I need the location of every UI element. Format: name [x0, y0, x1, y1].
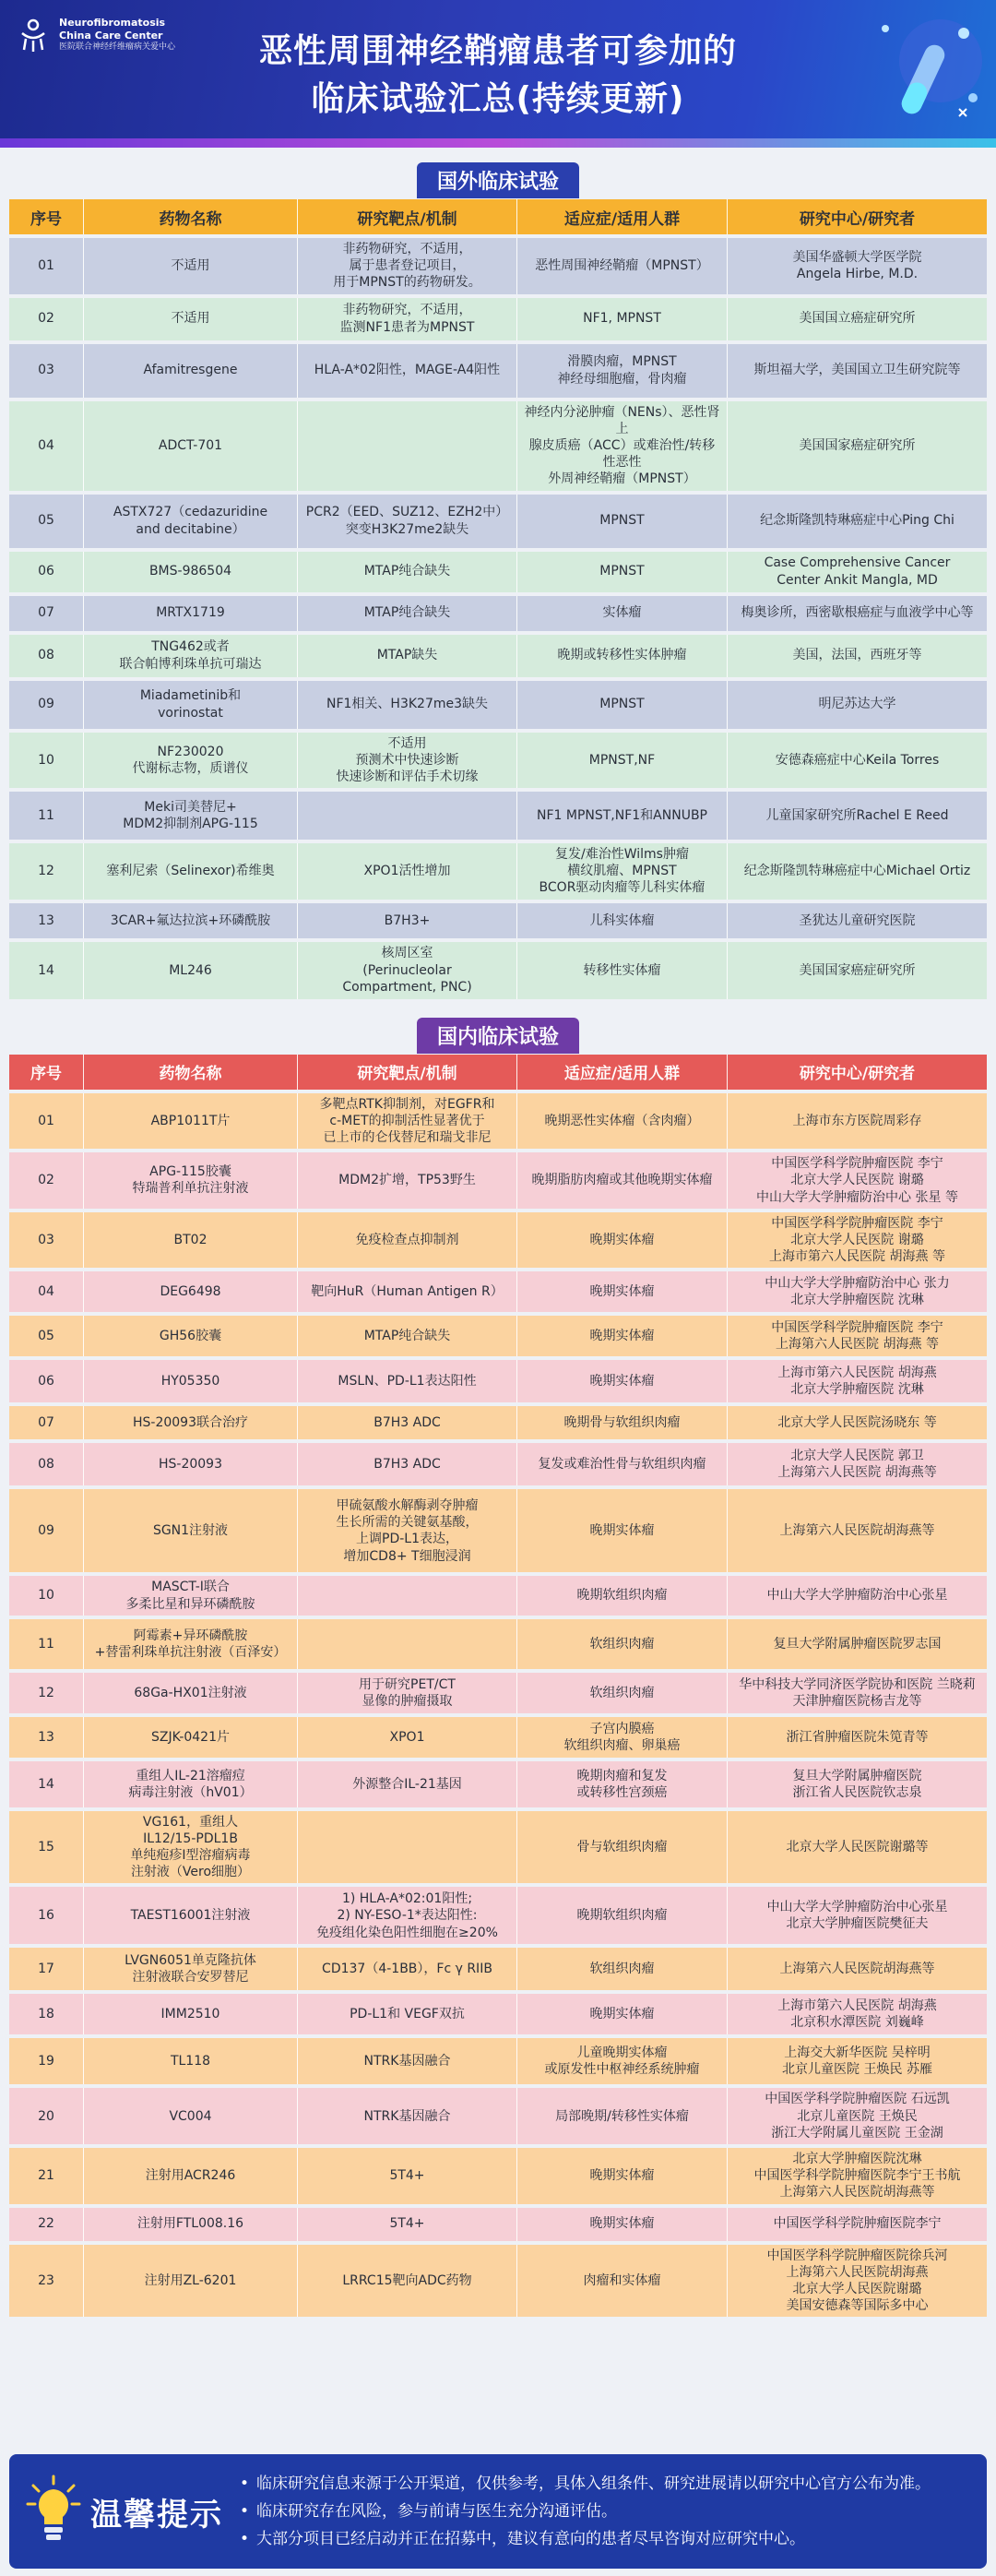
- cell-no: 19: [9, 2038, 83, 2084]
- foreign-section-title: 国外临床试验: [417, 162, 579, 198]
- cell-no: 18: [9, 1994, 83, 2034]
- cell-center: 上海第六人民医院胡海燕等: [727, 1948, 987, 1990]
- cell-target: [297, 1576, 516, 1615]
- cell-drug: 注射用ACR246: [83, 2148, 297, 2204]
- cell-drug: LVGN6051单克隆抗体 注射液联合安罗替尼: [83, 1948, 297, 1990]
- table-row: [9, 843, 987, 900]
- cell-indication: 肉瘤和实体瘤: [516, 2245, 727, 2318]
- cell-target: 免疫检查点抑制剂: [297, 1212, 516, 1269]
- cell-indication: 晚期实体瘤: [516, 2208, 727, 2241]
- cell-indication: 子宫内膜癌 软组织肉瘤、卵巢癌: [516, 1717, 727, 1758]
- cell-no: 09: [9, 681, 83, 729]
- cell-indication: 转移性实体瘤: [516, 942, 727, 999]
- cell-no: 23: [9, 2245, 83, 2318]
- cell-indication: 滑膜肉瘤，MPNST 神经母细胞瘤，骨肉瘤: [516, 344, 727, 398]
- cell-indication: 晚期骨与软组织肉瘤: [516, 1406, 727, 1439]
- cell-indication: NF1, MPNST: [516, 298, 727, 340]
- cell-no: 11: [9, 792, 83, 840]
- cell-indication: MPNST,NF: [516, 733, 727, 789]
- title-line-2: 临床试验汇总(持续更新): [311, 80, 685, 118]
- cell-no: 06: [9, 1360, 83, 1402]
- cell-indication: 儿科实体瘤: [516, 903, 727, 938]
- table-row: [9, 1212, 987, 1269]
- cell-target: B7H3+: [297, 903, 516, 938]
- table-row: [9, 596, 987, 631]
- cell-drug: 阿霉素+异环磷酰胺 +替雷利珠单抗注射液（百泽安）: [83, 1619, 297, 1669]
- cell-target: HLA-A*02阳性，MAGE-A4阳性: [297, 344, 516, 398]
- cell-drug: 重组人IL-21溶瘤痘 病毒注射液（hV01）: [83, 1761, 297, 1807]
- cell-target: [297, 1811, 516, 1884]
- table-row: [9, 1811, 987, 1884]
- cell-no: 14: [9, 942, 83, 999]
- cell-indication: 晚期脂肪肉瘤或其他晚期实体瘤: [516, 1152, 727, 1209]
- cell-drug: MRTX1719: [83, 596, 297, 631]
- table-row: [9, 2245, 987, 2318]
- cell-indication: 晚期软组织肉瘤: [516, 1887, 727, 1944]
- cell-indication: 晚期或转移性实体肿瘤: [516, 635, 727, 677]
- cell-no: 16: [9, 1887, 83, 1944]
- cell-indication: 骨与软组织肉瘤: [516, 1811, 727, 1884]
- cell-no: 09: [9, 1489, 83, 1572]
- cell-no: 12: [9, 843, 83, 900]
- cell-no: 15: [9, 1811, 83, 1884]
- tips-panel: [9, 2454, 987, 2569]
- table-row: [9, 2088, 987, 2144]
- cell-target: 非药物研究，不适用， 监测NF1患者为MPNST: [297, 298, 516, 340]
- tip-item: • 临床研究信息来源于公开渠道，仅供参考，具体入组条件、研究进展请以研究中心官方公布为准。: [240, 2470, 987, 2498]
- cell-drug: Miadametinib和 vorinostat: [83, 681, 297, 729]
- cell-indication: 神经内分泌肿瘤（NENs）、恶性肾上 腺皮质癌（ACC）或难治性/转移性恶性 外周神经鞘瘤（MPNST）: [516, 401, 727, 491]
- cell-target: [297, 792, 516, 840]
- cell-center: 北京大学肿瘤医院沈琳 中国医学科学院肿瘤医院李宁王书航 上海第六人民医院胡海燕等: [727, 2148, 987, 2204]
- table-row: [9, 942, 987, 999]
- cell-indication: NF1 MPNST,NF1和ANNUBP: [516, 792, 727, 840]
- cell-indication: 恶性周围神经鞘瘤（MPNST）: [516, 238, 727, 294]
- cell-indication: MPNST: [516, 681, 727, 729]
- header-target: 研究靶点/机制: [297, 1055, 516, 1090]
- cell-indication: 晚期实体瘤: [516, 1212, 727, 1269]
- cell-center: 中国医学科学院肿瘤医院 石远凯 北京儿童医院 王焕民 浙江大学附属儿童医院 王金湖: [727, 2088, 987, 2144]
- cell-no: 02: [9, 1152, 83, 1209]
- cell-target: 5T4+: [297, 2148, 516, 2204]
- cell-target: 5T4+: [297, 2208, 516, 2241]
- cell-center: 美国国立癌症研究所: [727, 298, 987, 340]
- cell-target: 多靶点RTK抑制剂，对EGFR和 c-MET的抑制活性显著优于 已上市的仑伐替尼和瑞戈非尼: [297, 1093, 516, 1150]
- table-row: [9, 681, 987, 729]
- cell-drug: HY05350: [83, 1360, 297, 1402]
- cell-center: 中国医学科学院肿瘤医院 李宁 上海第六人民医院 胡海燕 等: [727, 1316, 987, 1356]
- table-row: [9, 733, 987, 789]
- cell-target: LRRC15靶向ADC药物: [297, 2245, 516, 2318]
- tip-item: • 临床研究存在风险，参与前请与医生充分沟通评估。: [240, 2498, 987, 2525]
- cell-target: XPO1: [297, 1717, 516, 1758]
- table-row: [9, 238, 987, 294]
- table-row: [9, 1673, 987, 1713]
- cell-no: 01: [9, 238, 83, 294]
- cell-drug: HS-20093联合治疗: [83, 1406, 297, 1439]
- cell-drug: NF230020 代谢标志物，质谱仪: [83, 733, 297, 789]
- cell-center: 复旦大学附属肿瘤医院罗志国: [727, 1619, 987, 1669]
- table-row: [9, 1271, 987, 1312]
- cell-center: 纪念斯隆凯特琳癌症中心Ping Chi: [727, 495, 987, 548]
- table-row: [9, 2038, 987, 2084]
- test-tube-illustration-icon: [848, 6, 987, 135]
- cell-target: XPO1活性增加: [297, 843, 516, 900]
- cell-no: 03: [9, 1212, 83, 1269]
- cell-indication: 晚期软组织肉瘤: [516, 1576, 727, 1615]
- cell-center: 中国医学科学院肿瘤医院徐兵河 上海第六人民医院胡海燕 北京大学人民医院谢璐 美国安德森等国际多中心: [727, 2245, 987, 2318]
- cell-no: 06: [9, 552, 83, 592]
- tips-list: [240, 2470, 987, 2553]
- table-row: [9, 1887, 987, 1944]
- cell-center: 上海市第六人民医院 胡海燕 北京积水潭医院 刘巍峰: [727, 1994, 987, 2034]
- cell-target: PD-L1和 VEGF双抗: [297, 1994, 516, 2034]
- cell-center: 明尼苏达大学: [727, 681, 987, 729]
- domestic-trials-table: [9, 1051, 987, 2321]
- cell-center: 美国，法国，西班牙等: [727, 635, 987, 677]
- table-row: [9, 344, 987, 398]
- cell-target: PCR2（EED、SUZ12、EZH2中） 突变H3K27me2缺失: [297, 495, 516, 548]
- cell-no: 04: [9, 401, 83, 491]
- cell-indication: 晚期肉瘤和复发 或转移性宫颈癌: [516, 1761, 727, 1807]
- table-row: [9, 903, 987, 938]
- cell-no: 07: [9, 596, 83, 631]
- cell-indication: MPNST: [516, 552, 727, 592]
- cell-target: [297, 401, 516, 491]
- cell-center: 儿童国家研究所Rachel E Reed: [727, 792, 987, 840]
- cell-drug: ASTX727（cedazuridine and decitabine）: [83, 495, 297, 548]
- cell-indication: 晚期实体瘤: [516, 1271, 727, 1312]
- table-row: [9, 1360, 987, 1402]
- cell-indication: 软组织肉瘤: [516, 1673, 727, 1713]
- table-row: [9, 1994, 987, 2034]
- cell-center: 北京大学人民医院 郭卫 上海第六人民医院 胡海燕等: [727, 1443, 987, 1485]
- cell-target: 1) HLA-A*02:01阳性; 2) NY-ESO-1*表达阳性: 免疫组化染色阳性细胞在≥20%: [297, 1887, 516, 1944]
- table-row: [9, 1443, 987, 1485]
- cell-drug: BT02: [83, 1212, 297, 1269]
- header-no: 序号: [9, 199, 83, 234]
- cell-no: 04: [9, 1271, 83, 1312]
- cell-target: MTAP缺失: [297, 635, 516, 677]
- cell-target: MTAP纯合缺失: [297, 596, 516, 631]
- cell-center: 中山大学大学肿瘤防治中心 张力 北京大学肿瘤医院 沈琳: [727, 1271, 987, 1312]
- foreign-section-header: [0, 148, 996, 196]
- cell-target: [297, 1619, 516, 1669]
- table-row: [9, 1948, 987, 1990]
- cell-center: 圣犹达儿童研究医院: [727, 903, 987, 938]
- cell-no: 17: [9, 1948, 83, 1990]
- cell-indication: 晚期恶性实体瘤（含肉瘤）: [516, 1093, 727, 1150]
- header-target: 研究靶点/机制: [297, 199, 516, 234]
- cell-center: 安德森癌症中心Keila Torres: [727, 733, 987, 789]
- cell-drug: VG161，重组人 IL12/15-PDL1B 单纯疱疹I型溶瘤病毒 注射液（Vero细胞）: [83, 1811, 297, 1884]
- cell-drug: ML246: [83, 942, 297, 999]
- cell-center: 中国医学科学院肿瘤医院李宁: [727, 2208, 987, 2241]
- cell-target: 核周区室 (Perinucleolar Compartment, PNC): [297, 942, 516, 999]
- cell-target: 靶向HuR（Human Antigen R）: [297, 1271, 516, 1312]
- cell-indication: 软组织肉瘤: [516, 1948, 727, 1990]
- tip-item: • 大部分项目已经启动并正在招募中，建议有意向的患者尽早咨询对应研究中心。: [240, 2525, 987, 2553]
- cell-drug: MASCT-I联合 多柔比星和异环磷酰胺: [83, 1576, 297, 1615]
- header-center: 研究中心/研究者: [727, 1055, 987, 1090]
- cell-indication: 实体瘤: [516, 596, 727, 631]
- cell-no: 13: [9, 903, 83, 938]
- cell-center: 梅奥诊所，西密歇根癌症与血液学中心等: [727, 596, 987, 631]
- cell-drug: 注射用ZL-6201: [83, 2245, 297, 2318]
- cell-center: 中国医学科学院肿瘤医院 李宁 北京大学人民医院 谢璐 中山大学大学肿瘤防治中心 张星 等: [727, 1152, 987, 1209]
- cell-no: 01: [9, 1093, 83, 1150]
- hero-banner: [0, 0, 996, 148]
- cell-indication: 儿童晚期实体瘤 或原发性中枢神经系统肿瘤: [516, 2038, 727, 2084]
- table-row: [9, 1316, 987, 1356]
- cell-drug: SZJK-0421片: [83, 1717, 297, 1758]
- cell-drug: TNG462或者 联合帕博利珠单抗可瑞达: [83, 635, 297, 677]
- cell-no: 10: [9, 1576, 83, 1615]
- cell-indication: 晚期实体瘤: [516, 1316, 727, 1356]
- cell-no: 10: [9, 733, 83, 789]
- lightbulb-icon: [26, 2475, 81, 2548]
- cell-drug: IMM2510: [83, 1994, 297, 2034]
- cell-drug: TAEST16001注射液: [83, 1887, 297, 1944]
- domestic-section-title: 国内临床试验: [417, 1018, 579, 1054]
- cell-indication: MPNST: [516, 495, 727, 548]
- cell-no: 07: [9, 1406, 83, 1439]
- cell-indication: 软组织肉瘤: [516, 1619, 727, 1669]
- cell-drug: 不适用: [83, 238, 297, 294]
- cell-no: 05: [9, 495, 83, 548]
- header-drug: 药物名称: [83, 199, 297, 234]
- cell-drug: ADCT-701: [83, 401, 297, 491]
- table-row: [9, 1489, 987, 1572]
- cell-no: 02: [9, 298, 83, 340]
- domestic-section-header: [0, 1003, 996, 1051]
- cell-indication: 晚期实体瘤: [516, 2148, 727, 2204]
- hero-stripe: [0, 138, 996, 148]
- cell-drug: 注射用FTL008.16: [83, 2208, 297, 2241]
- cell-center: 纪念斯隆凯特琳癌症中心Michael Ortiz: [727, 843, 987, 900]
- table-row: [9, 495, 987, 548]
- cell-indication: 晚期实体瘤: [516, 1489, 727, 1572]
- cell-drug: Afamitresgene: [83, 344, 297, 398]
- cell-indication: 复发或难治性骨与软组织肉瘤: [516, 1443, 727, 1485]
- cell-center: 华中科技大学同济医学院协和医院 兰晓莉 天津肿瘤医院杨吉龙等: [727, 1673, 987, 1713]
- cell-drug: 3CAR+氟达拉滨+环磷酰胺: [83, 903, 297, 938]
- cell-center: 上海市东方医院周彩存: [727, 1093, 987, 1150]
- cell-no: 03: [9, 344, 83, 398]
- cell-target: MTAP纯合缺失: [297, 552, 516, 592]
- cell-target: NTRK基因融合: [297, 2038, 516, 2084]
- table-row: [9, 1152, 987, 1209]
- cell-indication: 晚期实体瘤: [516, 1994, 727, 2034]
- table-row: [9, 792, 987, 840]
- table-row: [9, 552, 987, 592]
- cell-no: 13: [9, 1717, 83, 1758]
- cell-center: 北京大学人民医院汤晓东 等: [727, 1406, 987, 1439]
- cell-no: 08: [9, 635, 83, 677]
- cell-indication: 晚期实体瘤: [516, 1360, 727, 1402]
- cell-no: 12: [9, 1673, 83, 1713]
- cell-drug: TL118: [83, 2038, 297, 2084]
- cell-target: MTAP纯合缺失: [297, 1316, 516, 1356]
- cell-center: 中山大学大学肿瘤防治中心张星 北京大学肿瘤医院樊征夫: [727, 1887, 987, 1944]
- cell-center: 上海交大新华医院 吴梓明 北京儿童医院 王焕民 苏雁: [727, 2038, 987, 2084]
- cell-no: 22: [9, 2208, 83, 2241]
- cell-drug: BMS-986504: [83, 552, 297, 592]
- table-row: [9, 1761, 987, 1807]
- table-row: [9, 2208, 987, 2241]
- table-row: [9, 1619, 987, 1669]
- cell-drug: DEG6498: [83, 1271, 297, 1312]
- table-header-row: [9, 1055, 987, 1090]
- cell-drug: ABP1011T片: [83, 1093, 297, 1150]
- cell-target: 非药物研究，不适用， 属于患者登记项目， 用于MPNST的药物研发。: [297, 238, 516, 294]
- cell-center: 浙江省肿瘤医院朱笕青等: [727, 1717, 987, 1758]
- cell-drug: SGN1注射液: [83, 1489, 297, 1572]
- table-row: [9, 401, 987, 491]
- cell-target: MDM2扩增，TP53野生: [297, 1152, 516, 1209]
- cell-no: 11: [9, 1619, 83, 1669]
- table-header-row: [9, 199, 987, 234]
- cell-drug: 68Ga-HX01注射液: [83, 1673, 297, 1713]
- header-indication: 适应症/适用人群: [516, 199, 727, 234]
- cell-center: 复旦大学附属肿瘤医院 浙江省人民医院钦志泉: [727, 1761, 987, 1807]
- header-center: 研究中心/研究者: [727, 199, 987, 234]
- cell-drug: HS-20093: [83, 1443, 297, 1485]
- cell-drug: GH56胶囊: [83, 1316, 297, 1356]
- logo-line-1: Neurofibromatosis: [59, 17, 166, 29]
- foreign-trials-table: [9, 196, 987, 1003]
- table-row: [9, 2148, 987, 2204]
- cell-center: 美国国家癌症研究所: [727, 401, 987, 491]
- cell-target: NTRK基因融合: [297, 2088, 516, 2144]
- cell-drug: 不适用: [83, 298, 297, 340]
- header-drug: 药物名称: [83, 1055, 297, 1090]
- cell-center: 中国医学科学院肿瘤医院 李宁 北京大学人民医院 谢璐 上海市第六人民医院 胡海燕 等: [727, 1212, 987, 1269]
- cell-center: 北京大学人民医院谢璐等: [727, 1811, 987, 1884]
- header-indication: 适应症/适用人群: [516, 1055, 727, 1090]
- cell-drug: VC004: [83, 2088, 297, 2144]
- table-row: [9, 635, 987, 677]
- cell-center: Case Comprehensive Cancer Center Ankit Mangla, MD: [727, 552, 987, 592]
- cell-no: 20: [9, 2088, 83, 2144]
- cell-no: 05: [9, 1316, 83, 1356]
- table-row: [9, 1576, 987, 1615]
- cell-target: CD137（4-1BB），Fc γ RIIB: [297, 1948, 516, 1990]
- logo-line-3: 医院联合神经纤维瘤病关爱中心: [59, 42, 176, 52]
- cell-center: 上海市第六人民医院 胡海燕 北京大学肿瘤医院 沈琳: [727, 1360, 987, 1402]
- tips-title: 温馨提示: [90, 2496, 223, 2534]
- cell-target: 甲硫氨酸水解酶剥夺肿瘤 生长所需的关键氨基酸， 上调PD-L1表达， 增加CD8+ T细胞浸润: [297, 1489, 516, 1572]
- cell-target: B7H3 ADC: [297, 1406, 516, 1439]
- table-row: [9, 1093, 987, 1150]
- cell-indication: 局部晚期/转移性实体瘤: [516, 2088, 727, 2144]
- page-title: [0, 28, 996, 124]
- cell-target: B7H3 ADC: [297, 1443, 516, 1485]
- cell-target: 外源整合IL-21基因: [297, 1761, 516, 1807]
- logo-line-2: China Care Center: [59, 29, 163, 42]
- title-line-1: 恶性周围神经鞘瘤患者可参加的: [258, 32, 737, 70]
- table-row: [9, 1406, 987, 1439]
- cell-center: 美国国家癌症研究所: [727, 942, 987, 999]
- cell-target: MSLN、PD-L1表达阳性: [297, 1360, 516, 1402]
- cell-target: 不适用 预测术中快速诊断 快速诊断和评估手术切缘: [297, 733, 516, 789]
- cell-no: 21: [9, 2148, 83, 2204]
- table-row: [9, 1717, 987, 1758]
- cell-drug: APG-115胶囊 特瑞普利单抗注射液: [83, 1152, 297, 1209]
- cell-no: 14: [9, 1761, 83, 1807]
- cell-drug: 塞利尼索（Selinexor)希维奥: [83, 843, 297, 900]
- table-row: [9, 298, 987, 340]
- cell-target: NF1相关、H3K27me3缺失: [297, 681, 516, 729]
- cell-center: 中山大学大学肿瘤防治中心张星: [727, 1576, 987, 1615]
- cell-center: 上海第六人民医院胡海燕等: [727, 1489, 987, 1572]
- cell-no: 08: [9, 1443, 83, 1485]
- cell-center: 美国华盛顿大学医学院 Angela Hirbe, M.D.: [727, 238, 987, 294]
- cell-drug: Meki司美替尼+ MDM2抑制剂APG-115: [83, 792, 297, 840]
- cell-indication: 复发/难治性Wilms肿瘤 横纹肌瘤、MPNST BCOR驱动肉瘤等儿科实体瘤: [516, 843, 727, 900]
- cell-center: 斯坦福大学，美国国立卫生研究院等: [727, 344, 987, 398]
- cell-target: 用于研究PET/CT 显像的肿瘤摄取: [297, 1673, 516, 1713]
- header-no: 序号: [9, 1055, 83, 1090]
